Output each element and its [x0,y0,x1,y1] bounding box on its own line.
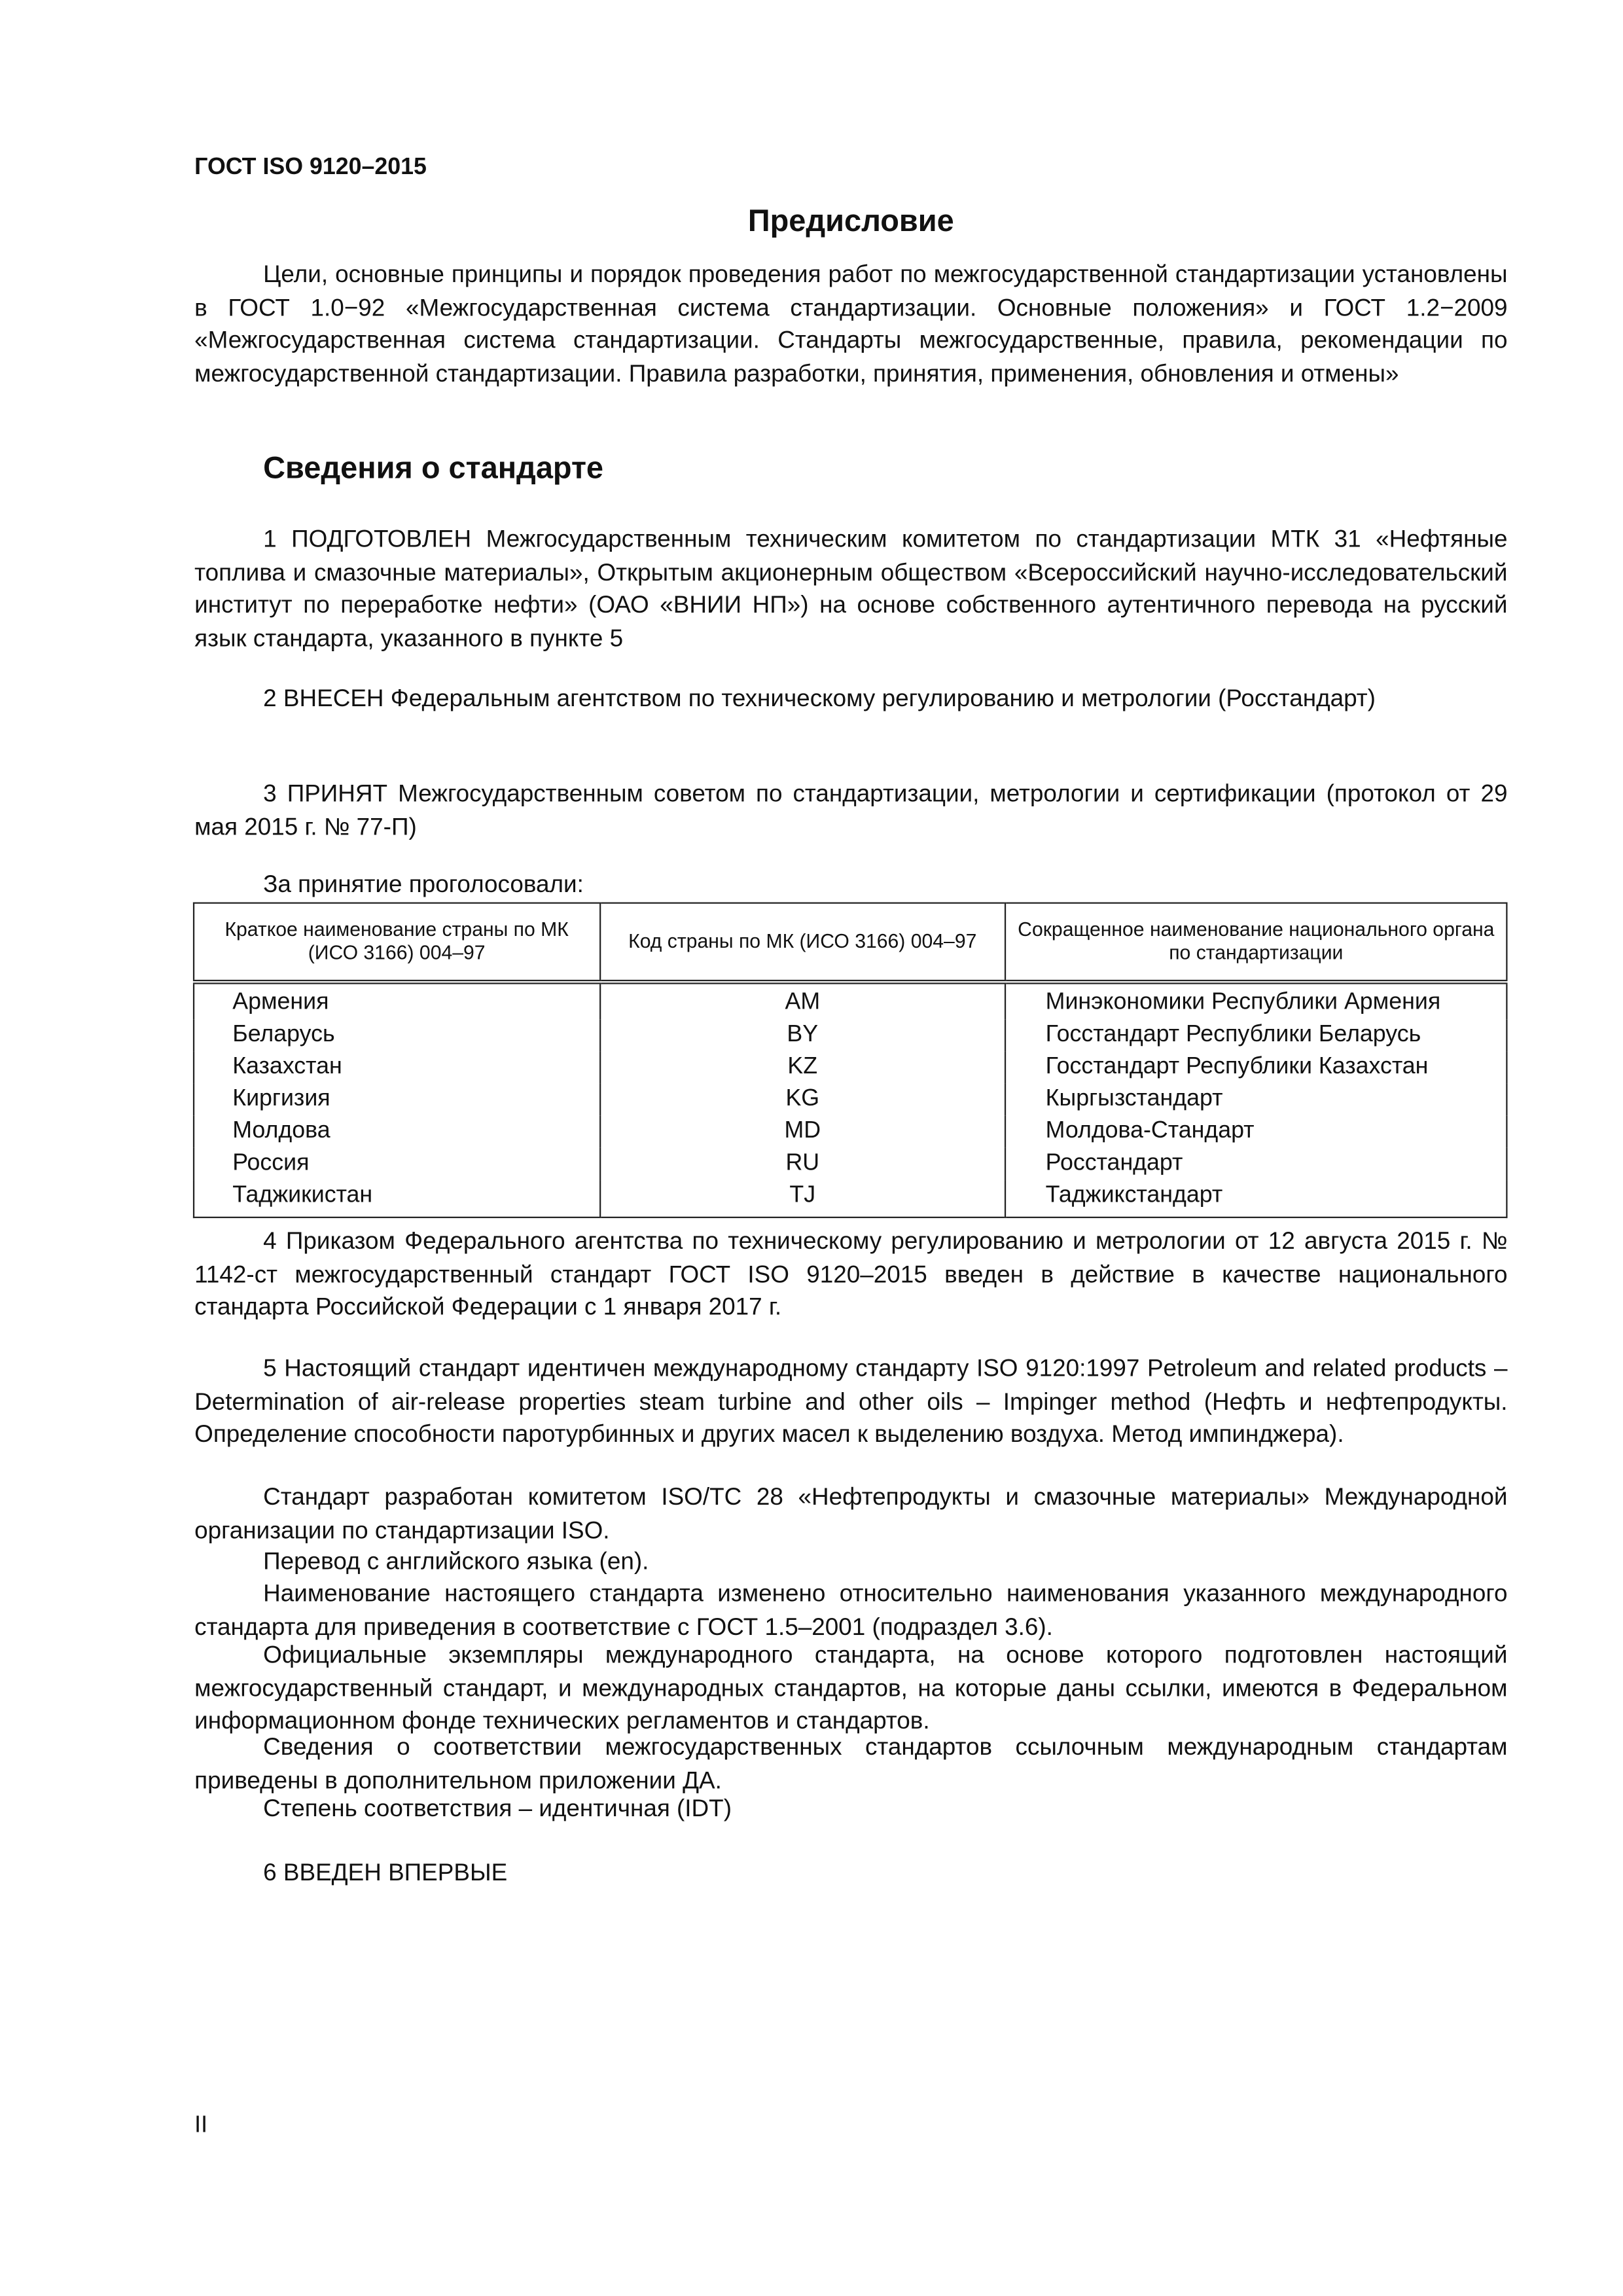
country-code-cell: BY [599,1019,1005,1051]
country-name-cell: Беларусь [232,1022,335,1047]
country-code-cell: TJ [599,1180,1005,1217]
foreword-title: Предисловие [747,204,954,239]
item-2-submitted: 2 ВНЕСЕН Федеральным агентством по техническому регулированию и метрологии (Росстандарт) [263,685,1376,713]
table-row [194,1019,1507,1051]
table-row [194,1051,1507,1083]
table-row [194,1084,1507,1116]
country-code-cell: KZ [599,1051,1005,1083]
item-3-adopted: 3 ПРИНЯТ Межгосударственным советом по стандартизации, метрологии и сертификации (протокол от 29 мая 2015 г. № 77-П) [194,781,1508,840]
header-country-code: Код страны по МК (ИСО 3166) 004–97 [599,903,1005,982]
foreword-paragraph: Цели, основные принципы и порядок проведения работ по межгосударственной стандартизации установлены в ГОСТ 1.0−92 «Межгосударственная система стандартизации. Основные положения» и ГОСТ 1.2−2009 «Межгосударственная система стандартизации. Стандарты межгосударственные, правила, рекомендации по межгосударственной стандартизации. Правила разработки, принятия, применения, обновления и отмены» [194,261,1508,387]
country-name-cell: Армения [232,990,329,1015]
country-name-cell: Киргизия [232,1086,330,1112]
vote-caption: За принятие проголосовали: [263,871,584,898]
table-row [194,982,1507,1019]
national-body-cell: Молдова-Стандарт [1005,1116,1507,1148]
national-body-cell: Кыргызстандарт [1005,1084,1507,1116]
header-country-name: Краткое наименование страны по МК (ИСО 3166) 004–97 [194,903,599,982]
item-4-order: 4 Приказом Федерального агентства по техническому регулированию и метрологии от 12 августа 2015 г. № 1142-ст межгосударственный стандарт ГОСТ ISO 9120–2015 введен в действие в качестве национального стандарта Российской Федерации с 1 января 2017 г. [194,1228,1508,1321]
national-body-cell: Росстандарт [1005,1148,1507,1180]
voting-countries-table [193,903,1508,1219]
document-code: ГОСТ ISO 9120–2015 [194,154,427,180]
national-body-cell: Минэкономики Республики Армения [1005,982,1507,1019]
header-national-body: Сокращенное наименование национального органа по стандартизации [1005,903,1507,982]
item-5-official-copies: Официальные экземпляры международного стандарта, на основе которого подготовлен настоящий межгосударственный стандарт, и международных стандартов, на которые даны ссылки, имеются в Федеральном информационном фонде технических регламентов и стандартов. [194,1642,1508,1734]
national-body-cell: Таджикстандарт [1005,1180,1507,1217]
item-5-compliance-degree: Степень соответствия – идентичная (IDT) [263,1795,732,1822]
item-5-translation: Перевод с английского языка (en). [263,1549,649,1575]
country-code-cell: MD [599,1116,1005,1148]
item-5-identity: 5 Настоящий стандарт идентичен международному стандарту ISO 9120:1997 Petroleum and related products – Determination of air-release properties steam turbine and other oils – Impinger method (Нефть и нефтепродукты. Определение способности паротурбинных и других масел к выделению воздуха. Метод импинджера). [194,1355,1508,1448]
national-body-cell: Госстандарт Республики Беларусь [1005,1019,1507,1051]
item-6-introduced: 6 ВВЕДЕН ВПЕРВЫЕ [263,1859,508,1887]
country-code-cell: RU [599,1148,1005,1180]
table-row [194,1116,1507,1148]
country-name-cell: Казахстан [232,1054,342,1079]
table-header-row [194,903,1507,982]
table-row [194,1180,1507,1217]
national-body-cell: Госстандарт Республики Казахстан [1005,1051,1507,1083]
item-5-compliance-info: Сведения о соответствии межгосударственных стандартов ссылочным международным стандартам приведены в дополнительном приложении ДА. [194,1734,1508,1794]
item-5-name-change: Наименование настоящего стандарта изменено относительно наименования указанного международного стандарта для приведения в соответствие с ГОСТ 1.5–2001 (подраздел 3.6). [194,1581,1508,1640]
item-5-developed-by: Стандарт разработан комитетом ISO/TC 28 «Нефтепродукты и смазочные материалы» Международной организации по стандартизации ISO. [194,1484,1508,1544]
country-name-cell: Таджикистан [232,1183,373,1208]
country-code-cell: AM [599,982,1005,1019]
country-code-cell: KG [599,1084,1005,1116]
item-1-prepared: 1 ПОДГОТОВЛЕН Межгосударственным техническим комитетом по стандартизации МТК 31 «Нефтяные топлива и смазочные материалы», Открытым акционерным обществом «Всероссийский научно-исследовательский институт по переработке нефти» (ОАО «ВНИИ НП») на основе собственного аутентичного перевода на русский язык стандарта, указанного в пункте 5 [194,526,1508,652]
table-row [194,1148,1507,1180]
standard-info-heading: Сведения о стандарте [263,452,604,486]
page-number: II [194,2113,208,2138]
country-name-cell: Молдова [232,1119,330,1144]
country-name-cell: Россия [232,1151,310,1176]
